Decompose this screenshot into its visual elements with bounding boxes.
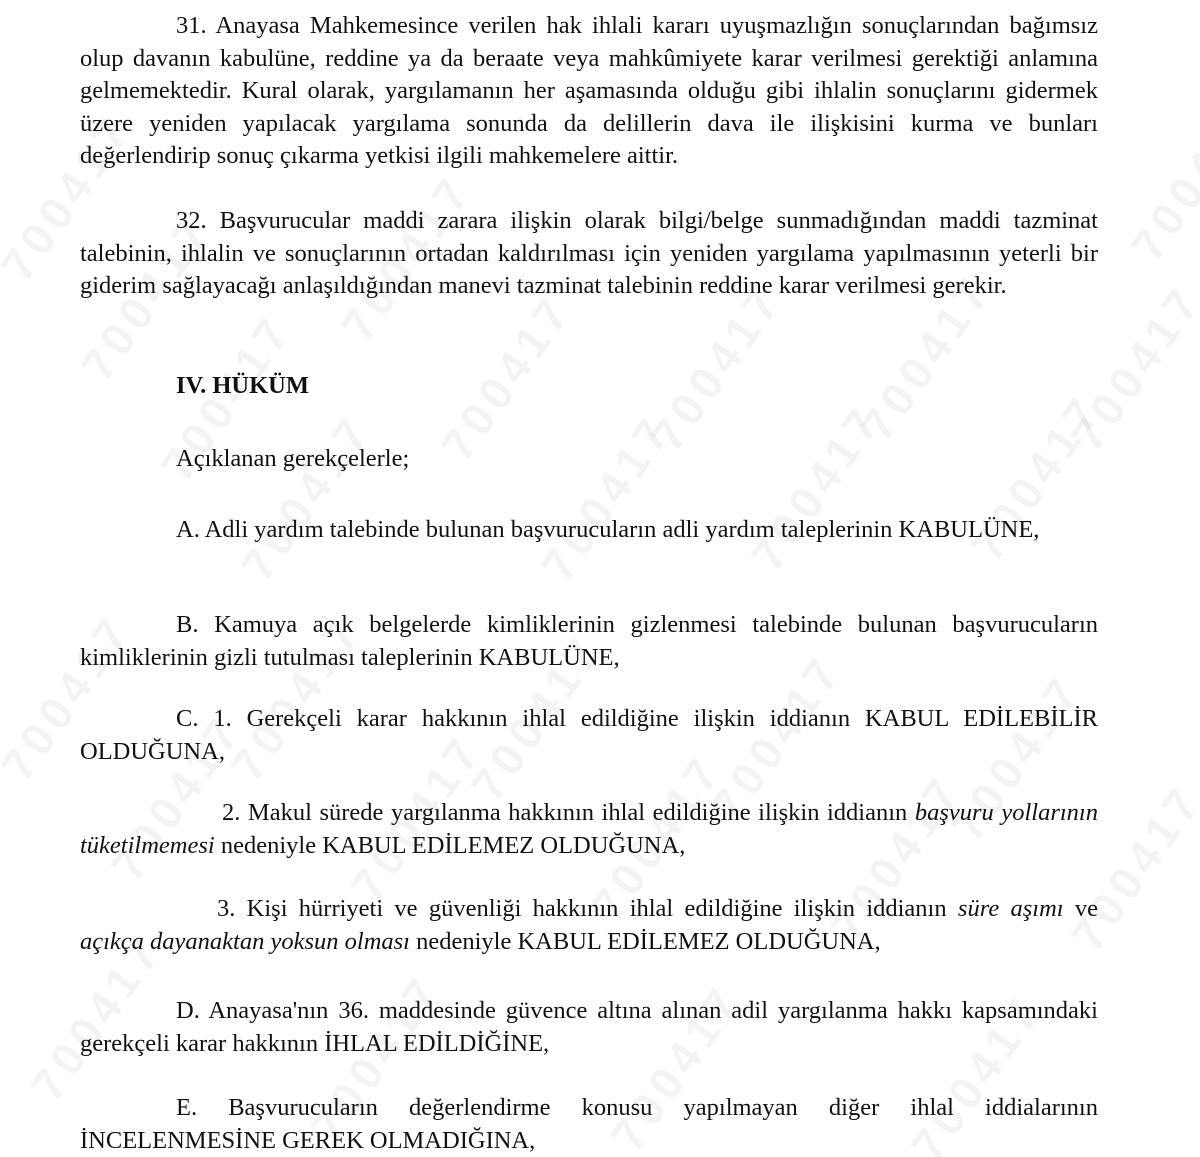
watermark-text — [530, 405, 683, 591]
emphasis-dayanaktan-yoksun: açıkça dayanaktan yoksun olması — [80, 927, 410, 955]
item-b: B. Kamuya açık belgelerde kimliklerinin gizlenmesi talebinde bulunan başvurucuların kimliklerinin gizli tutulması taleplerinin KABULÜNE, — [80, 611, 1098, 671]
emphasis-basvuru-yollari: başvuru yollarının tüketilmemesi — [80, 799, 1098, 859]
watermark-text — [1120, 85, 1200, 271]
emphasis-sure-asimi: süre aşımı — [957, 895, 1064, 922]
item-e: E. Başvurucuların değerlendirme konusu yapılmayan diğer ihlal iddialarının İNCELENMESİNE GEREK OLMADIĞINA, — [80, 1094, 1098, 1154]
section-heading: IV. HÜKÜM — [176, 372, 309, 399]
watermark-text — [230, 405, 383, 591]
watermark-text — [640, 275, 793, 461]
paragraph-31: 31. Anayasa Mahkemesince verilen hak ihlali kararı uyuşmazlığın sonuçlarından bağımsız olup davanın kabulüne, reddine ya da beraate veya mahkûmiyete karar verilmesi gerektiği anlamına gelmemektedir. Kural olarak, yargılamanın her aşamasında olduğu gibi ihlalin sonuçlarını gidermek üzere yeniden yapılacak yargılama sonunda da delillerin dava ile ilişkisini kurma ve bunları değerlendirip sonuç çıkarma yetkisi ilgili mahkemelere aittir. — [80, 12, 1098, 169]
paragraph-32: 32. Başvurucular maddi zarara ilişkin olarak bilgi/belge sunmadığından maddi tazminat talebinin, ihlalin ve sonuçlarının ortadan kaldırılması için yeniden yargılama yapılmasının yeterli bir giderim sağlayacağı anlaşıldığından manevi tazminat talebinin reddine karar verilmesi gerekir. — [80, 207, 1098, 299]
watermark-text — [1060, 275, 1200, 461]
section-intro: Açıklanan gerekçelerle; — [176, 445, 410, 472]
item-a: A. Adli yardım talebinde bulunan başvurucuların adli yardım taleplerinin KABULÜNE, — [176, 516, 1040, 543]
item-d: D. Anayasa'nın 36. maddesinde güvence altına alınan adil yargılanma hakkı kapsamındaki gerekçeli karar hakkının İHLAL EDİLDİĞİNE, — [80, 997, 1098, 1057]
item-c1: C. 1. Gerekçeli karar hakkının ihlal edildiğine ilişkin iddianın KABUL EDİLEBİLİR OLDUĞUNA, — [80, 705, 1098, 765]
watermark-text — [740, 395, 893, 581]
item-c2: 2. Makul sürede yargılanma hakkının ihlal edildiğine ilişkin iddianın başvuru yollarının tüketilmemesi nedeniyle KABUL EDİLEMEZ OLDUĞUNA, — [80, 799, 1098, 859]
item-c3: 3. Kişi hürriyeti ve güvenliği hakkının ihlal edildiğine ilişkin iddianın süre aşımı ve açıkça dayanaktan yoksun olması nedeniyle KABUL EDİLEMEZ OLDUĞUNA, — [80, 895, 1098, 955]
